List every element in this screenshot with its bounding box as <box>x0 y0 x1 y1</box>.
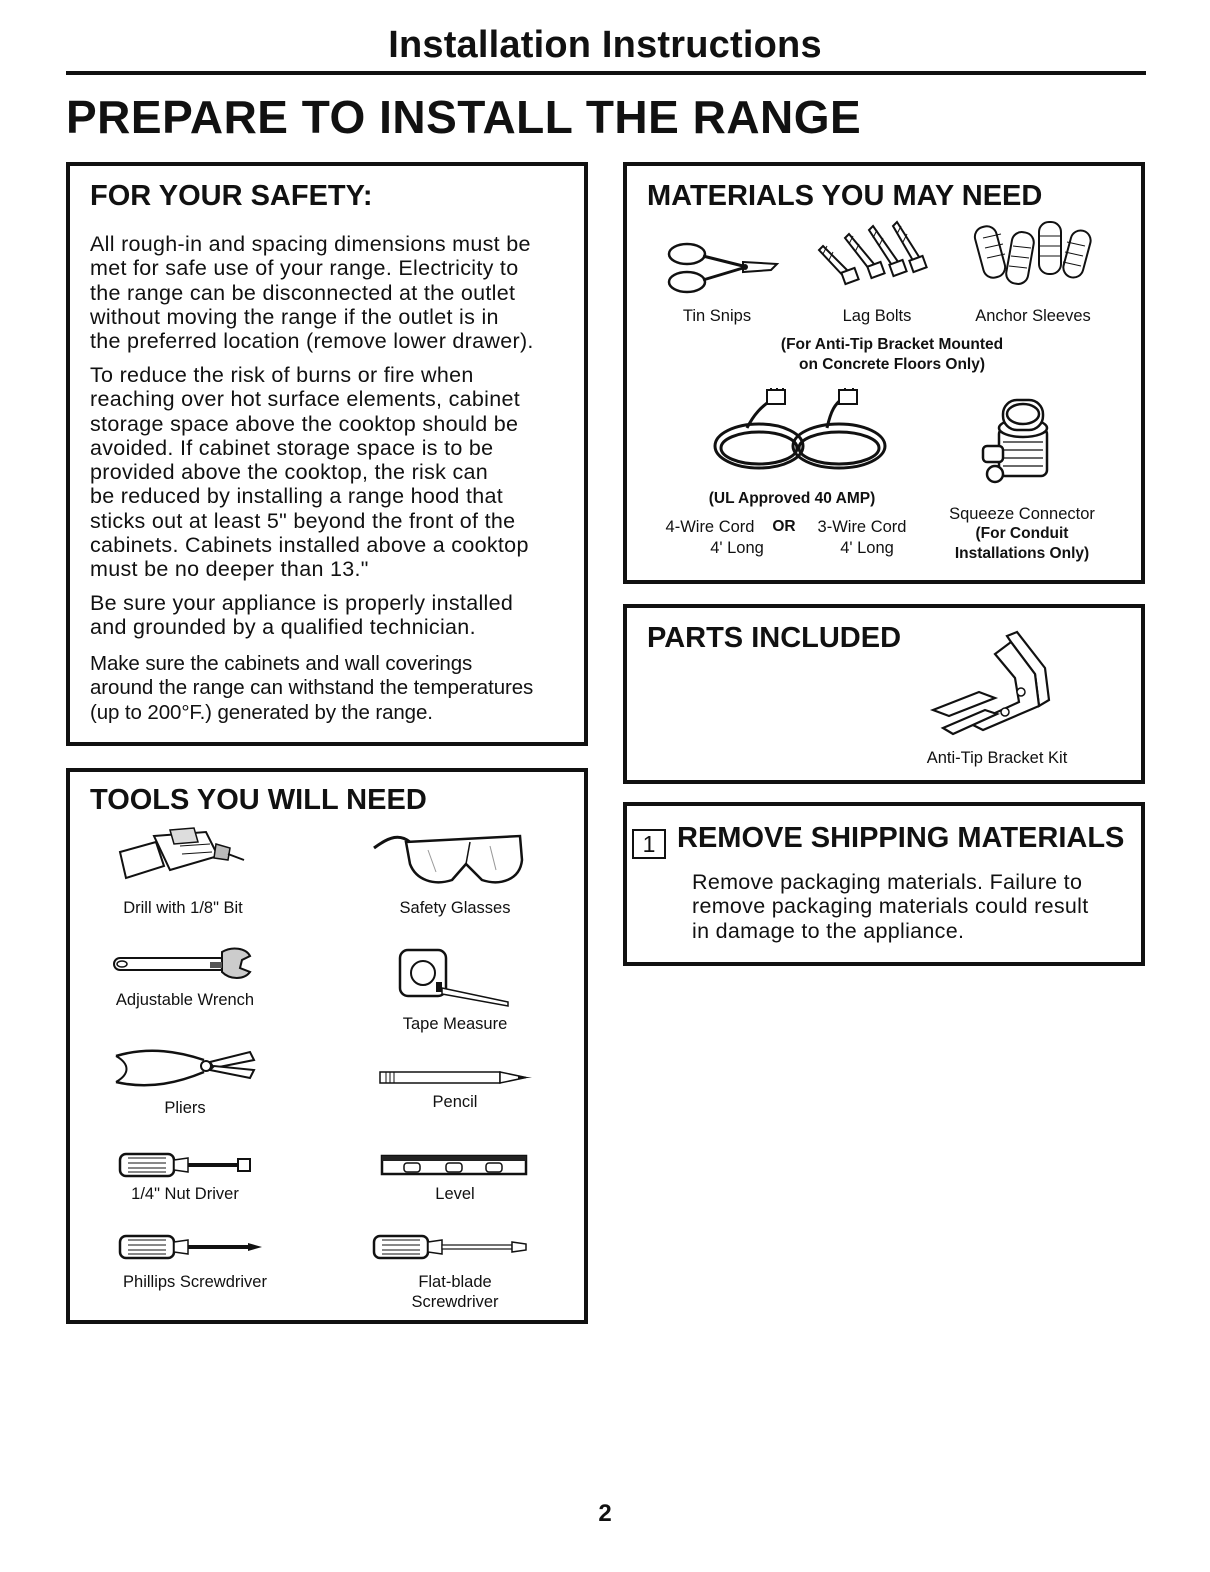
safety-paragraph-4: Make sure the cabinets and wall coverings around the range can withstand the temperatures (up to 200°F.) generated by the range. <box>90 652 534 724</box>
parts-title: PARTS INCLUDED <box>647 622 902 654</box>
materials-box <box>623 162 1145 584</box>
tools-box <box>66 768 588 1324</box>
phillips-caption: Phillips Screwdriver <box>123 1273 267 1291</box>
safety-glasses-caption: Safety Glasses <box>399 899 511 917</box>
step-number: 1 <box>632 829 666 859</box>
nut-driver-icon <box>118 1152 258 1178</box>
header-title: Installation Instructions <box>388 24 822 66</box>
safety-title: FOR YOUR SAFETY: <box>90 180 373 212</box>
adjustable-wrench-caption: Adjustable Wrench <box>115 991 255 1009</box>
adjustable-wrench-icon <box>110 942 260 982</box>
tin-snips-icon <box>665 236 785 296</box>
nut-driver-caption: 1/4" Nut Driver <box>131 1185 239 1203</box>
level-caption: Level <box>435 1185 475 1203</box>
tin-snips-caption: Tin Snips <box>682 307 752 325</box>
anti-tip-bracket-caption: Anti-Tip Bracket Kit <box>926 749 1068 767</box>
long-4-caption: 4' Long <box>710 539 764 557</box>
anchor-sleeves-caption: Anchor Sleeves <box>975 307 1091 325</box>
step1-text: Remove packaging materials. Failure to remove packaging materials could result in damage to the appliance. <box>692 870 1089 943</box>
safety-paragraph-1: All rough-in and spacing dimensions must be met for safe use of your range. Electricity to the range can be disconnected at the outlet without moving the range if the outlet is in the preferred location (remove lower drawer). <box>90 232 534 354</box>
drill-caption: Drill with 1/8" Bit <box>123 899 243 917</box>
or-label: OR <box>772 518 796 535</box>
header-rule <box>66 71 1146 75</box>
concrete-note: (For Anti-Tip Bracket Mounted on Concrete Floors Only) <box>780 336 1004 373</box>
flat-blade-caption: Flat-blade Screwdriver <box>411 1273 499 1311</box>
cord-4-caption: 4-Wire Cord <box>665 518 755 536</box>
safety-paragraph-3: Be sure your appliance is properly installed and grounded by a qualified technician. <box>90 591 514 640</box>
phillips-screwdriver-icon <box>118 1234 268 1260</box>
safety-paragraph-2: To reduce the risk of burns or fire when reaching over hot surface elements, cabinet storage space above the cooktop should be avoided. If cabinet storage space is to be provided above the cooktop, the risk can be reduced by installing a range hood that sticks out at least 5" beyond the front of the cabinets. Cabinets installed above a cooktop must be no deeper than 13." <box>90 363 529 582</box>
pliers-icon <box>110 1038 260 1098</box>
cord-3-caption: 3-Wire Cord <box>817 518 907 536</box>
pencil-caption: Pencil <box>432 1093 478 1111</box>
tools-title: TOOLS YOU WILL NEED <box>90 784 427 816</box>
pliers-caption: Pliers <box>164 1099 206 1117</box>
parts-box <box>623 604 1145 784</box>
materials-title: MATERIALS YOU MAY NEED <box>647 180 1043 212</box>
lag-bolts-caption: Lag Bolts <box>842 307 912 325</box>
tape-measure-caption: Tape Measure <box>402 1015 508 1033</box>
page-number: 2 <box>598 1500 612 1527</box>
level-icon <box>380 1154 530 1178</box>
squeeze-connector-caption: Squeeze Connector <box>949 505 1095 523</box>
pencil-icon <box>376 1068 536 1088</box>
long-3-caption: 4' Long <box>840 539 894 557</box>
safety-glasses-icon <box>370 830 530 890</box>
lag-bolts-icon <box>813 220 933 286</box>
anti-tip-bracket-icon <box>923 630 1059 742</box>
safety-box <box>66 162 588 746</box>
flat-blade-screwdriver-icon <box>372 1234 532 1260</box>
ul-note: (UL Approved 40 AMP) <box>708 490 876 507</box>
step1-title: REMOVE SHIPPING MATERIALS <box>677 822 1125 854</box>
anchor-sleeves-icon <box>973 216 1093 290</box>
power-cord-icon <box>707 388 907 484</box>
conduit-note: (For Conduit Installations Only) <box>954 525 1090 562</box>
squeeze-connector-icon <box>973 394 1073 494</box>
tape-measure-icon <box>396 944 516 1010</box>
page-heading: PREPARE TO INSTALL THE RANGE <box>66 91 862 143</box>
drill-icon <box>110 826 250 890</box>
